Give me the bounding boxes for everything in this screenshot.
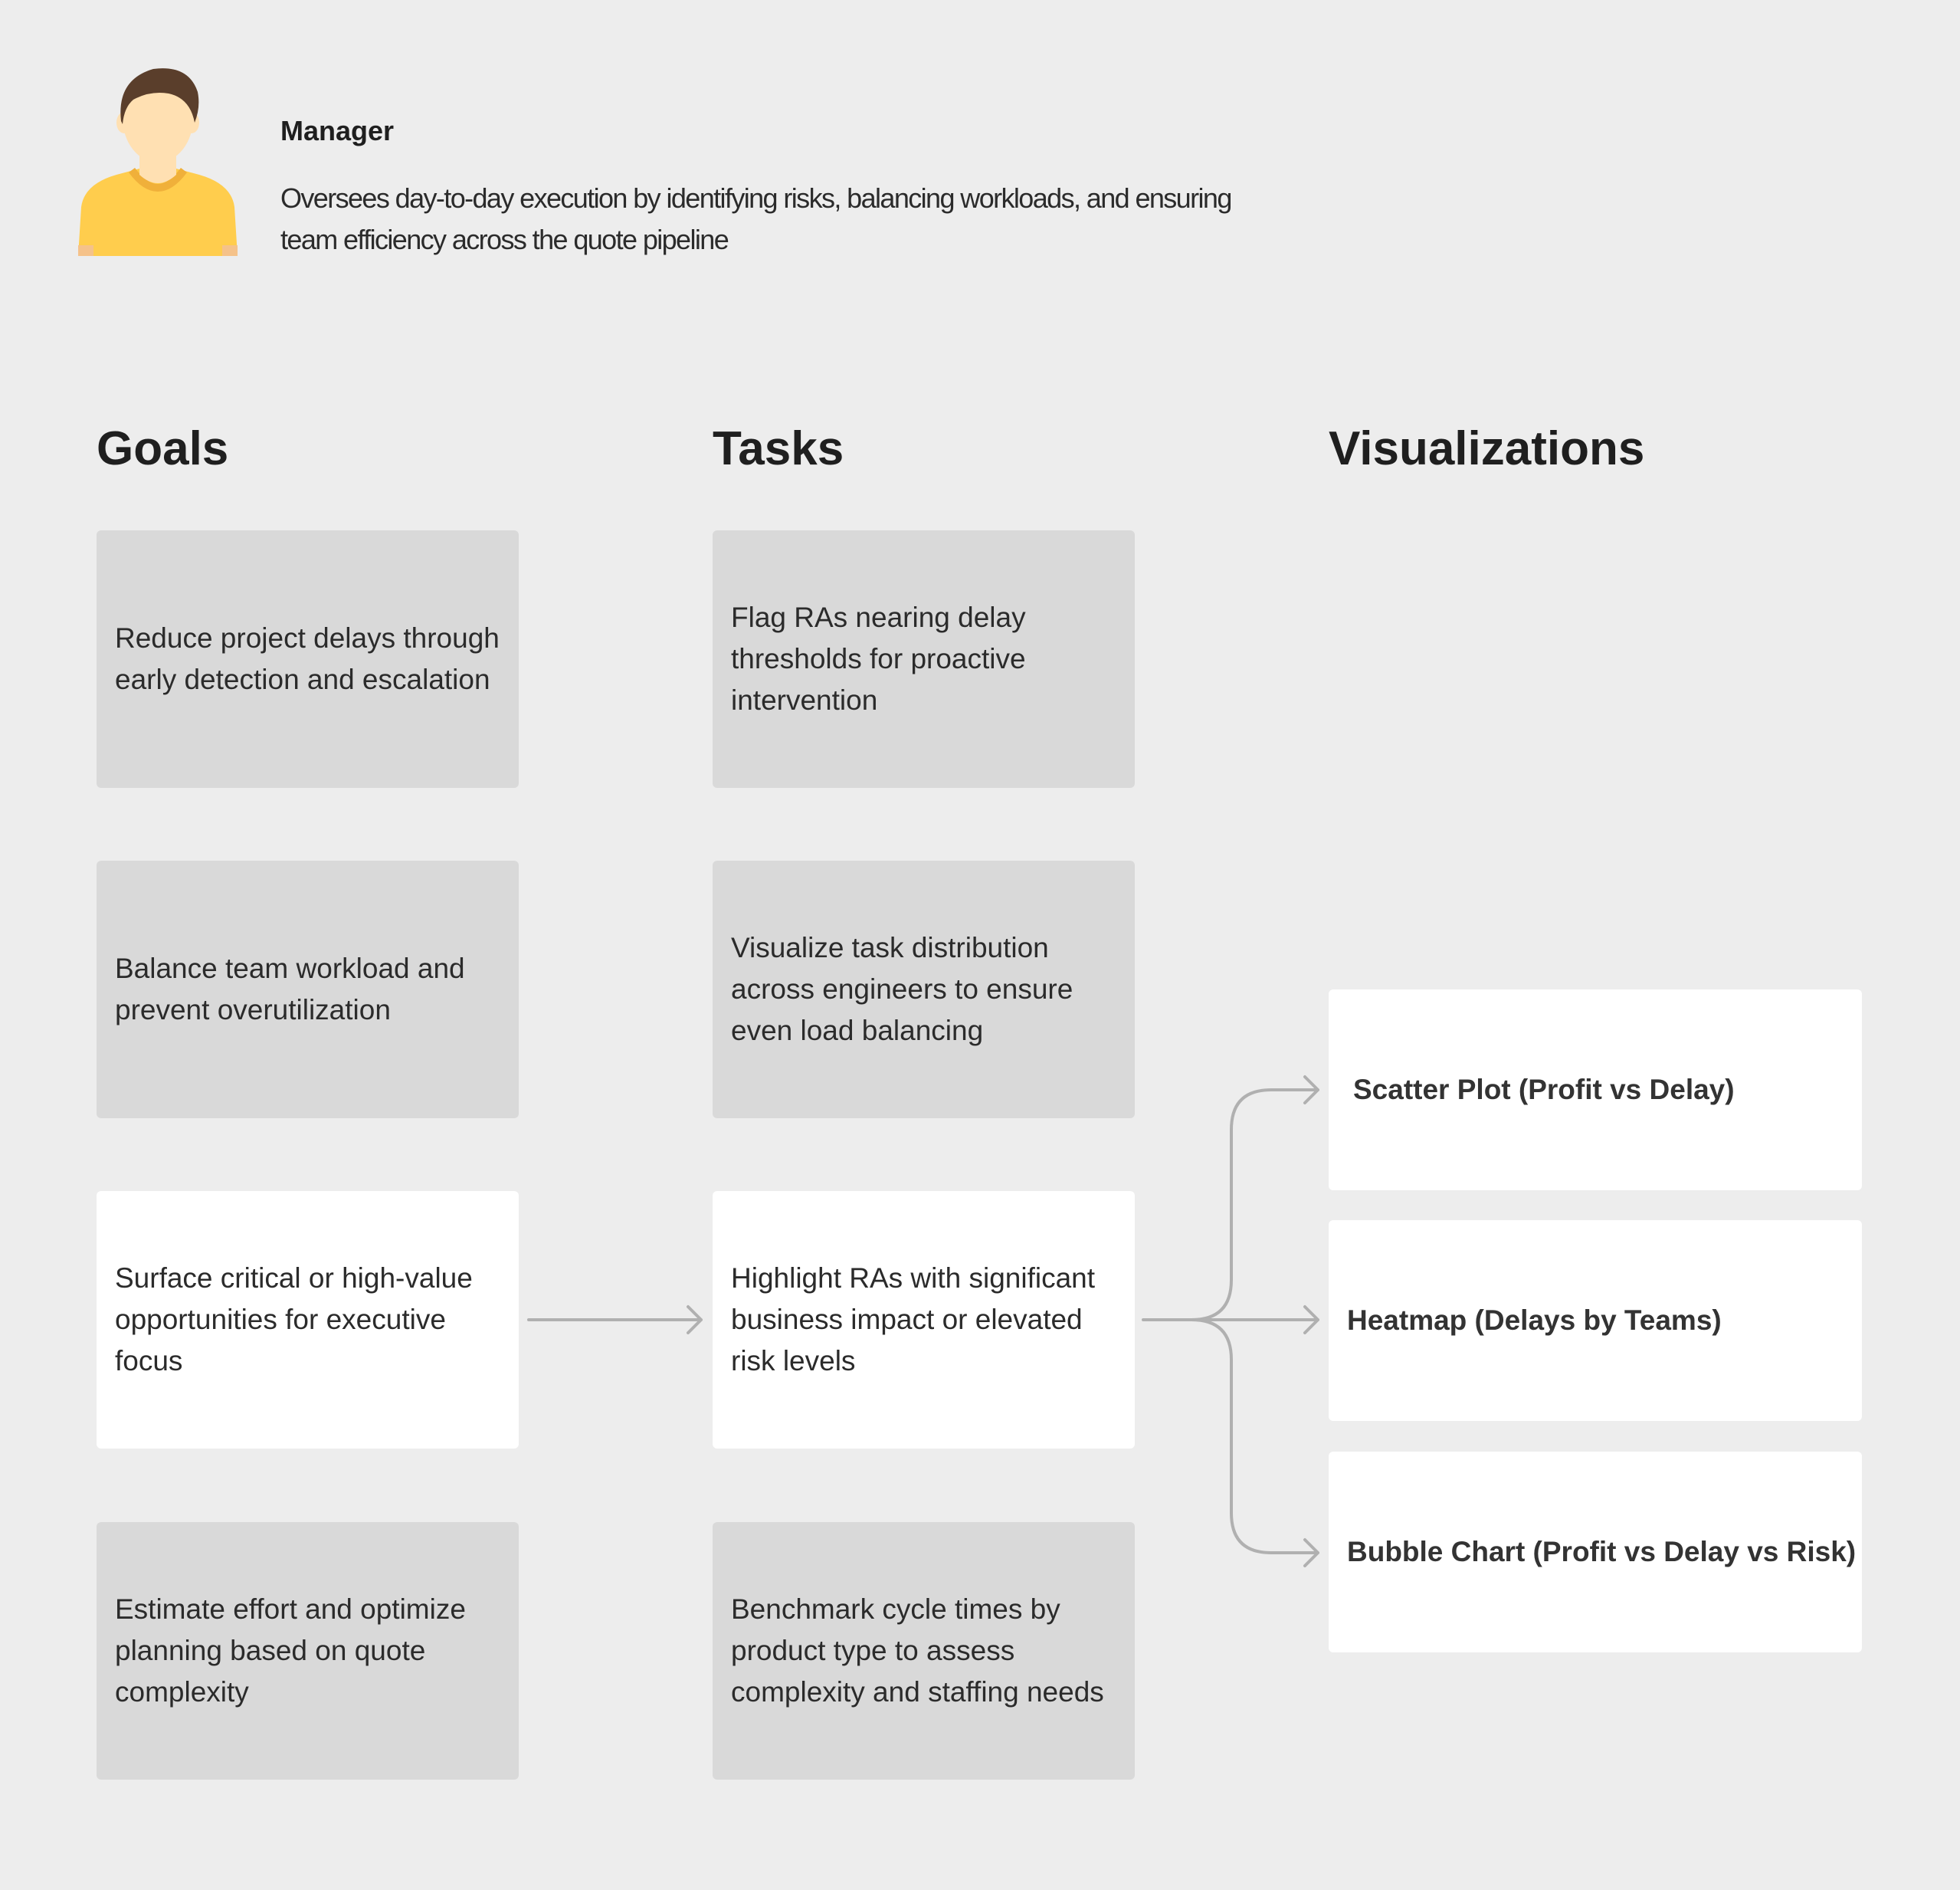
viz-card-scatter-plot[interactable] <box>1329 989 1862 1190</box>
task-to-scatter-plot-arrow <box>1143 1077 1318 1320</box>
persona-description-line-2: team efficiency across the quote pipeline <box>280 224 729 255</box>
viz-card-label: Scatter Plot (Profit vs Delay) <box>1353 1074 1735 1105</box>
goal-card-text: Reduce project delays through early detection and escalation <box>115 622 500 695</box>
person-avatar-icon <box>77 63 239 256</box>
goal-card-balance-workload[interactable] <box>97 861 519 1118</box>
task-card-text: Visualize task distribution across engineers to ensure even load balancing <box>731 932 1073 1046</box>
persona-description <box>280 178 1353 261</box>
task-card-visualize-distribution[interactable] <box>713 861 1135 1118</box>
task-card-text: Benchmark cycle times by product type to assess complexity and staffing needs <box>731 1593 1104 1708</box>
task-card-highlight-ras[interactable] <box>713 1191 1135 1449</box>
task-card-text: Flag RAs nearing delay thresholds for proactive intervention <box>731 602 1026 716</box>
task-card-text: Highlight RAs with significant business impact or elevated risk levels <box>731 1262 1096 1376</box>
goal-to-task-arrow <box>529 1307 701 1333</box>
persona-description-line-1: Oversees day-to-day execution by identifying risks, balancing workloads, and ensuring <box>280 182 1231 214</box>
task-to-bubble-chart-arrow <box>1191 1320 1318 1566</box>
goal-card-text: Surface critical or high-value opportunities for executive focus <box>115 1262 473 1376</box>
task-card-flag-ras[interactable] <box>713 530 1135 788</box>
viz-card-heatmap[interactable] <box>1329 1220 1862 1421</box>
task-card-benchmark-cycle-times[interactable] <box>713 1522 1135 1780</box>
viz-card-label: Bubble Chart (Profit vs Delay vs Risk) <box>1347 1536 1857 1567</box>
viz-card-label: Heatmap (Delays by Teams) <box>1347 1304 1722 1336</box>
goal-card-surface-opportunities[interactable] <box>97 1191 519 1449</box>
goal-card-reduce-delays[interactable] <box>97 530 519 788</box>
viz-card-bubble-chart[interactable] <box>1329 1452 1862 1652</box>
visualizations-heading: Visualizations <box>1329 422 1645 475</box>
goals-heading: Goals <box>97 422 229 475</box>
tasks-heading: Tasks <box>713 422 844 475</box>
goal-card-estimate-effort[interactable] <box>97 1522 519 1780</box>
persona-role-title: Manager <box>280 115 395 146</box>
goal-card-text: Estimate effort and optimize planning based on quote complexity <box>115 1593 466 1708</box>
task-to-heatmap-arrow <box>1191 1307 1318 1333</box>
goal-card-text: Balance team workload and prevent overutilization <box>115 953 465 1025</box>
